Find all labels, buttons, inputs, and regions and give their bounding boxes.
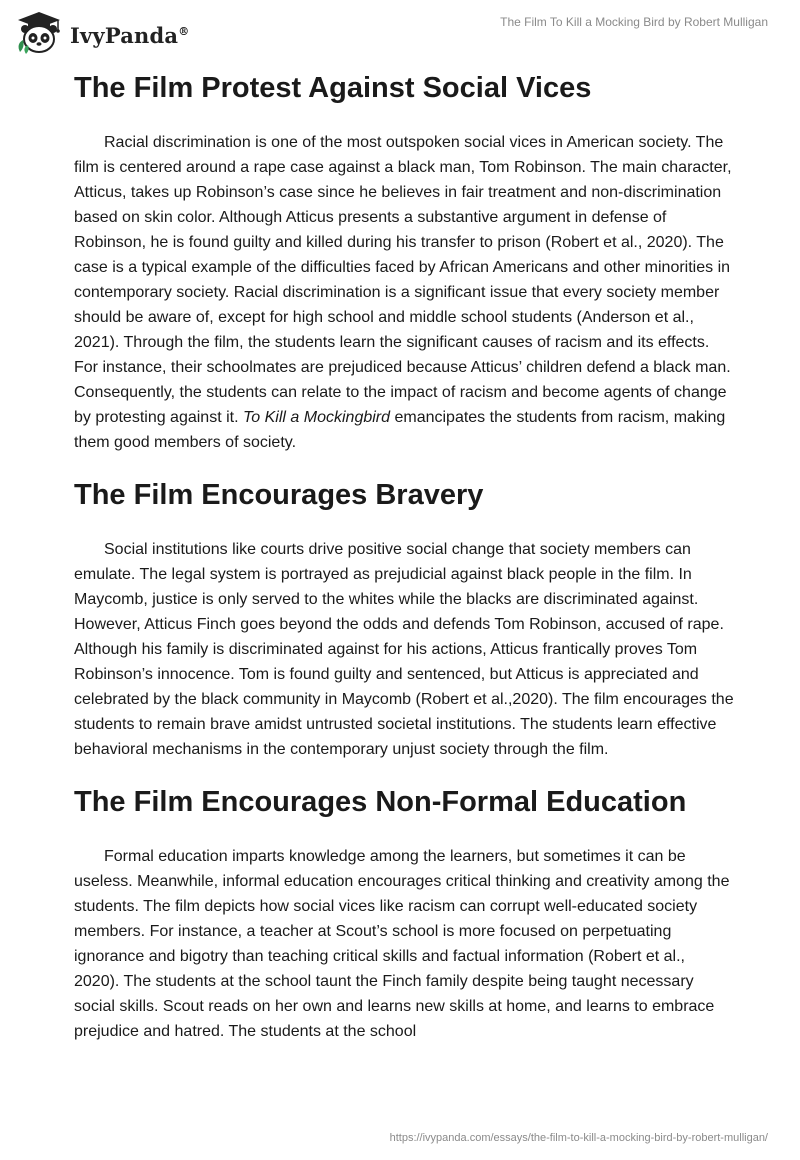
footer-url[interactable]: https://ivypanda.com/essays/the-film-to-kill-a-mocking-bird-by-robert-mulligan/ [389, 1132, 768, 1144]
section-paragraph: Racial discrimination is one of the most outspoken social vices in American society. The film is centered around a rape case against a black man, Tom Robinson. The main character, Atticus, takes up Robinson’s case since he believes in fair treatment and non-discrimination based on skin color. Although Atticus presents a substantive argument in defense of Robinson, he is found guilty and killed during his transfer to prison (Robert et al., 2020). The case is a typical example of the difficulties faced by African Americans and other minorities in contemporary society. Racial discrimination is a significant issue that every society member should be aware of, except for high school and middle school students (Anderson et al., 2021). Through the film, the students learn the significant causes of racism and its effects. For instance, their schoolmates are prejudiced because Atticus’ children defend a black man. Consequently, the students can relate to the impact of racism and become agents of change by protesting against it. To Kill a Mockingbird emancipates the students from racism, making them good members of society. [74, 134, 732, 451]
section-social-vices [74, 68, 734, 455]
page-header [0, 0, 800, 70]
registered-mark: ® [178, 24, 190, 38]
section-non-formal-education [74, 782, 734, 1044]
section-paragraph: Formal education imparts knowledge among the learners, but sometimes it can be useless. Meanwhile, informal education encourages critical thinking and creativity among the students. The film depicts how social vices like racism can corrupt well-educated society members. For instance, a teacher at Scout’s school is more focused on perpetuating ignorance and bigotry than teaching critical skills and factual information (Robert et al., 2020). The students at the school taunt the Finch family despite being taught necessary social skills. Scout reads on her own and learns new skills at home, and learns to embrace prejudice and hatred. The students at the school [74, 848, 730, 1040]
film-title-italic: To Kill a Mockingbird [242, 409, 391, 426]
section-heading: The Film Protest Against Social Vices [74, 72, 592, 104]
section-paragraph: Social institutions like courts drive positive social change that society members can emulate. The legal system is portrayed as prejudicial against black people in the film. In Maycomb, justice is only served to the whites while the blacks are discriminated against. However, Atticus Finch goes beyond the odds and defends Tom Robinson, accused of rape. Although his family is discriminated against for his actions, Atticus frantically proves Tom Robinson’s innocence. Tom is found guilty and sentenced, but Atticus is appreciated and celebrated by the black community in Maycomb (Robert et al.,2020). The film encourages the students to remain brave amidst untrusted societal institutions. The students learn effective behavioral mechanisms in the contemporary unjust society through the film. [74, 541, 734, 758]
document-title: The Film To Kill a Mocking Bird by Robert Mulligan [500, 15, 768, 29]
section-heading: The Film Encourages Bravery [74, 479, 484, 511]
ivypanda-logo[interactable] [14, 10, 189, 56]
logo-text: IvyPanda® [70, 22, 190, 48]
section-heading: The Film Encourages Non-Formal Education [74, 786, 687, 818]
section-bravery [74, 475, 734, 762]
panda-logo-icon [14, 10, 64, 56]
article-body [74, 68, 734, 1064]
